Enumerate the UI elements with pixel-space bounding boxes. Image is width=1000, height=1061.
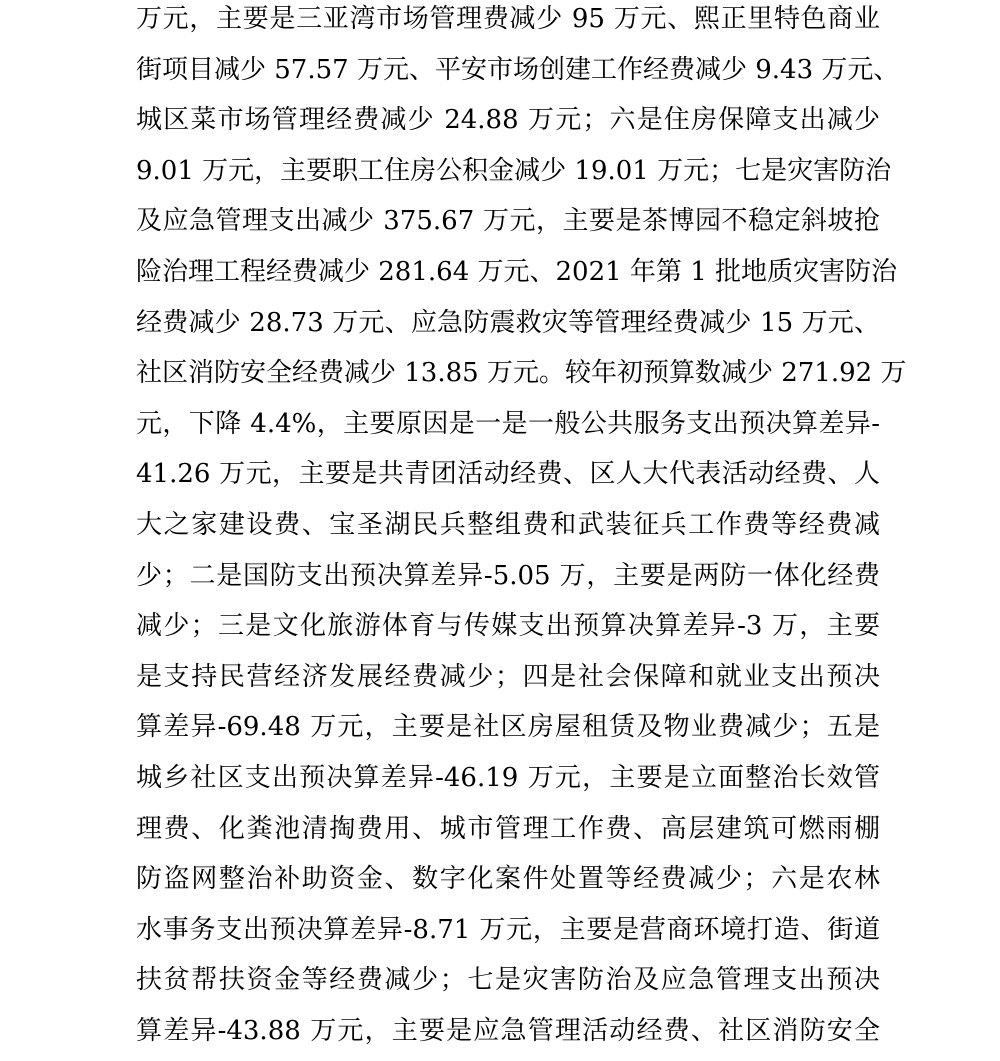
text-line: 经费减少 28.73 万元、应急防震救灾等管理经费减少 15 万元、 [136, 307, 880, 338]
text-line: 社区消防安全经费减少 13.85 万元。较年初预算数减少 271.92 万 [136, 358, 907, 389]
text-line: 算差异-69.48 万元，主要是社区房屋租赁及物业费减少；五是 [136, 712, 880, 743]
text-line: 是支持民营经济发展经费减少；四是社会保障和就业支出预决 [136, 661, 880, 692]
text-line: 防盗网整治补助资金、数字化案件处置等经费减少；六是农林 [136, 864, 880, 895]
body-paragraph [136, 0, 907, 1061]
text-line: 9.01 万元，主要职工住房公积金减少 19.01 万元；七是灾害防治 [136, 155, 892, 186]
text-line: 险治理工程经费减少 281.64 万元、2021 年第 1 批地质灾害防治 [136, 256, 898, 287]
text-line: 少；二是国防支出预决算差异-5.05 万，主要是两防一体化经费 [136, 560, 880, 591]
text-line: 元，下降 4.4%，主要原因是一是一般公共服务支出预决算差异- [136, 408, 880, 439]
text-line: 水事务支出预决算差异-8.71 万元，主要是营商环境打造、街道 [136, 914, 880, 945]
text-line: 万元，主要是三亚湾市场管理费减少 95 万元、熙正里特色商业 [136, 4, 880, 34]
text-line: 街项目减少 57.57 万元、平安市场创建工作经费减少 9.43 万元、 [136, 54, 900, 85]
text-line: 城区菜市场管理经费减少 24.88 万元；六是住房保障支出减少 [136, 105, 880, 136]
text-line: 城乡社区支出预决算差异-46.19 万元，主要是立面整治长效管 [136, 762, 880, 793]
text-line: 及应急管理支出减少 375.67 万元，主要是茶博园不稳定斜坡抢 [136, 206, 880, 237]
text-line: 减少；三是文化旅游体育与传媒支出预算决算差异-3 万，主要 [136, 611, 880, 642]
text-line: 算差异-43.88 万元，主要是应急管理活动经费、社区消防安全 [136, 1015, 880, 1046]
text-line: 41.26 万元，主要是共青团活动经费、区人大代表活动经费、人 [136, 459, 880, 490]
text-line: 扶贫帮扶资金等经费减少；七是灾害防治及应急管理支出预决 [136, 965, 880, 996]
text-line: 大之家建设费、宝圣湖民兵整组费和武装征兵工作费等经费减 [136, 509, 880, 540]
text-line: 理费、化粪池清掏费用、城市管理工作费、高层建筑可燃雨棚 [136, 813, 880, 844]
